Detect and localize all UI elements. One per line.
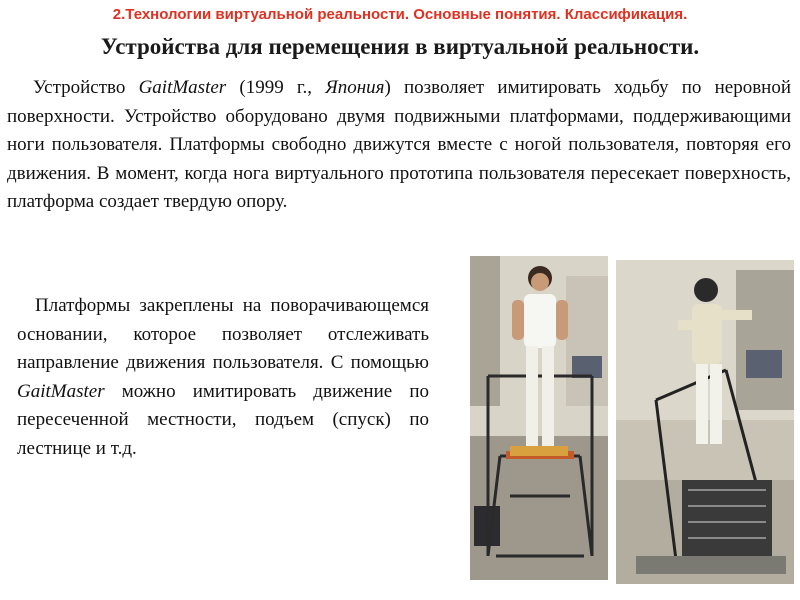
gaitmaster-photo-2 (616, 260, 794, 584)
intro-text-1: Устройство (33, 77, 139, 98)
intro-text-3: ) позволяет имитировать ходьбу по неровной поверхности. Устройство оборудовано двумя подвижными платформами, поддерживающими ноги пользователя. Платформы свободно движутся вместе с ногой пользователя, повторяя его движения. В момент, когда нога виртуального прототипа пользователя пересекает поверхность, платформа создает твердую опору. (7, 77, 792, 212)
paragraph-gaitmaster-intro (7, 74, 791, 217)
slide-title: Устройства для перемещения в виртуальной реальности. (100, 34, 700, 59)
section-header: 2.Технологии виртуальной реальности. Основные понятия. Классификация. (112, 6, 688, 23)
photo-2-illustration (616, 260, 794, 584)
gaitmaster-photo-1 (470, 256, 608, 580)
platforms-text-1: Платформы закреплены на поворачивающемся основании, которое позволяет отслеживать направление движения пользователя. С помощью (17, 295, 429, 373)
country-name: Япония (325, 77, 385, 98)
paragraph-platforms (17, 292, 429, 463)
platforms-text-2: можно имитировать движение по пересеченной местности, подъем (спуск) по лестнице и т.д. (17, 380, 429, 459)
device-name: GaitMaster (138, 77, 227, 98)
intro-text-2: (1999 г., (226, 77, 326, 98)
photo-1-illustration (470, 256, 608, 580)
device-name-2: GaitMaster (17, 380, 105, 402)
